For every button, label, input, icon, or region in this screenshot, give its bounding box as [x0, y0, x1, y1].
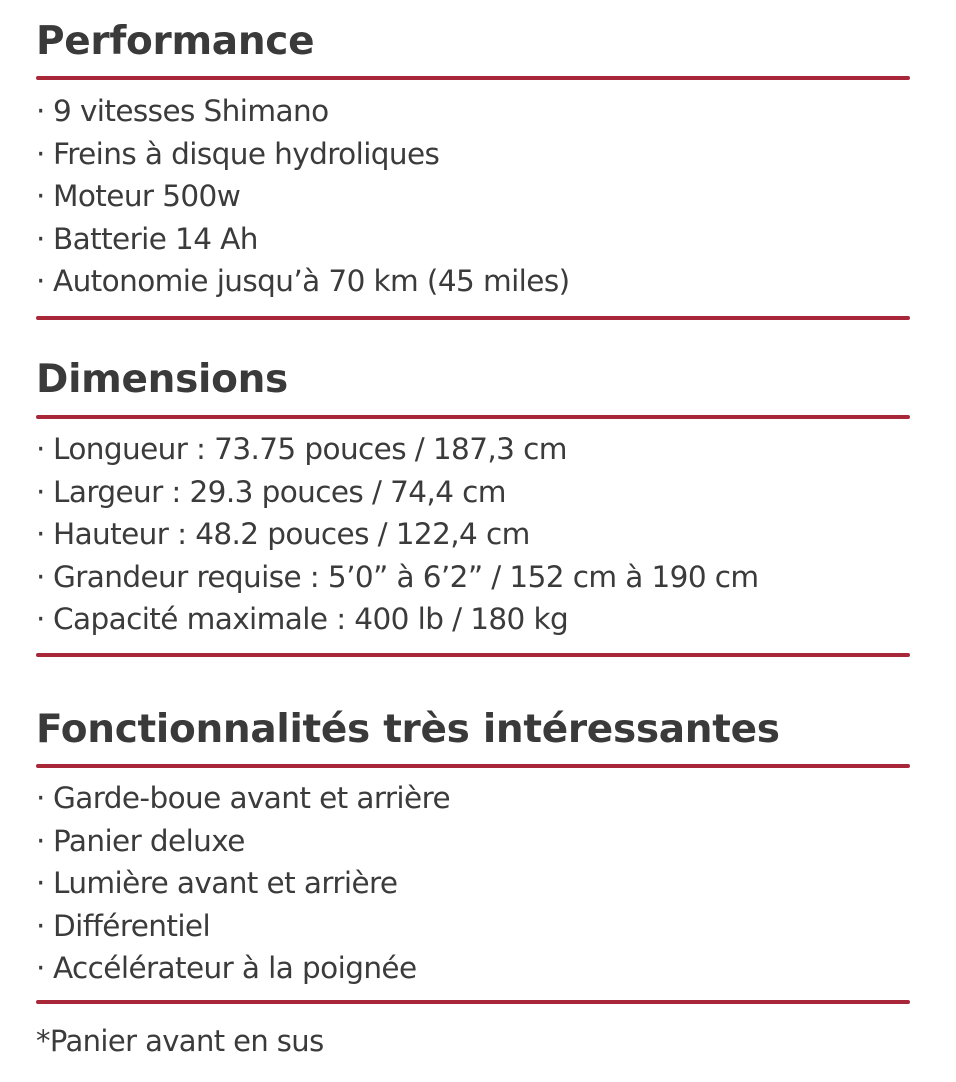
bullet: · [36, 517, 45, 551]
list-item [36, 260, 570, 303]
bullet: · [36, 474, 45, 509]
footnote: *Panier avant en sus [36, 1024, 324, 1058]
list-item-text: Freins à disque hydroliques [53, 136, 440, 171]
list-item-text: Batterie 14 Ah [53, 221, 258, 256]
section-end-rule [36, 316, 910, 320]
list-item [36, 133, 570, 176]
bullet: · [36, 559, 45, 594]
list-item [36, 513, 759, 556]
list-item-text: Lumière avant et arrière [53, 866, 398, 900]
list-item [36, 428, 759, 471]
list-item-text: Largeur : 29.3 pouces / 74,4 cm [53, 474, 506, 509]
list-item-text: Garde-boue avant et arrière [53, 781, 451, 815]
list-item [36, 598, 759, 641]
section-end-rule [36, 653, 910, 657]
section-end-rule [36, 1000, 910, 1004]
list-item-text: Moteur 500w [53, 179, 241, 213]
bullet: · [36, 908, 45, 943]
bullet: · [36, 264, 45, 298]
bullet: · [36, 179, 45, 213]
spec-list [36, 428, 759, 641]
list-item [36, 218, 570, 261]
bullet: · [36, 823, 45, 858]
bullet: · [36, 94, 45, 128]
list-item [36, 90, 570, 133]
section-title-rule [36, 76, 910, 80]
section-title: Dimensions [36, 357, 288, 402]
list-item-text: Différentiel [53, 908, 211, 943]
list-item-text: Panier deluxe [53, 823, 245, 858]
list-item-text: 9 vitesses Shimano [53, 94, 329, 128]
bullet: · [36, 136, 45, 171]
section-title-rule [36, 764, 910, 768]
section-title: Fonctionnalités très intéressantes [36, 707, 780, 752]
section-title: Performance [36, 19, 315, 64]
list-item-text: Hauteur : 48.2 pouces / 122,4 cm [53, 517, 530, 551]
list-item-text: Autonomie jusqu’à 70 km (45 miles) [53, 264, 570, 298]
list-item [36, 556, 759, 599]
bullet: · [36, 221, 45, 256]
list-item-text: Longueur : 73.75 pouces / 187,3 cm [53, 432, 567, 466]
list-item [36, 777, 450, 820]
list-item [36, 175, 570, 218]
list-item-text: Capacité maximale : 400 lb / 180 kg [53, 602, 569, 636]
list-item-text: Grandeur requise : 5’0” à 6’2” / 152 cm à 190 cm [53, 559, 759, 594]
list-item [36, 905, 450, 948]
bullet: · [36, 781, 45, 815]
list-item-text: Accélérateur à la poignée [53, 951, 417, 985]
spec-list [36, 90, 570, 303]
list-item [36, 947, 450, 990]
list-item [36, 820, 450, 863]
list-item [36, 471, 759, 514]
spec-list [36, 777, 450, 990]
bullet: · [36, 432, 45, 466]
list-item [36, 862, 450, 905]
bullet: · [36, 602, 45, 636]
bullet: · [36, 866, 45, 900]
bullet: · [36, 951, 45, 985]
section-title-rule [36, 415, 910, 419]
